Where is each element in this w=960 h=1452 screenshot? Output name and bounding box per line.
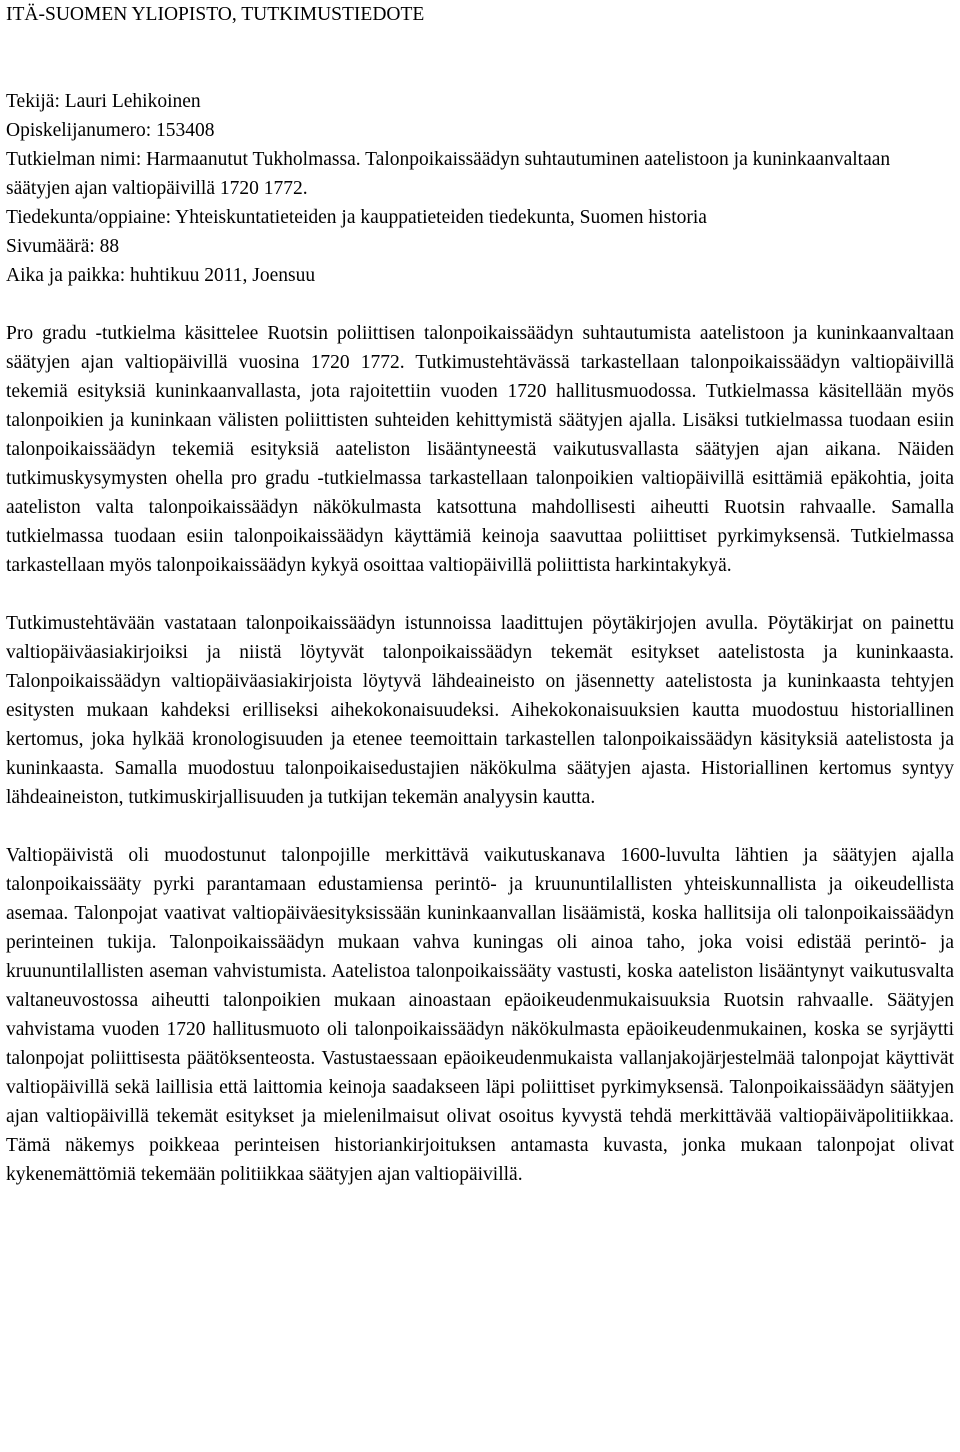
paragraph-spacer [6,812,954,841]
document-header: ITÄ-SUOMEN YLIOPISTO, TUTKIMUSTIEDOTE [6,4,425,25]
author-line: Tekijä: Lauri Lehikoinen [6,91,201,112]
pages-line: Sivumäärä: 88 [6,236,120,257]
abstract-body [6,319,954,1189]
document-page [6,0,954,1189]
thesis-title-line: Tutkielman nimi: Harmaanutut Tukholmassa. Talonpoikaissäädyn suhtautuminen aatelistoon ja kuninkaanvaltaan säätyjen ajan valtiopäivillä 1720 1772. [6,149,891,199]
abstract-paragraph-1: Pro gradu -tutkielma käsittelee Ruotsin poliittisen talonpoikaissäädyn suhtautumista aatelistoon ja kuninkaanvaltaan säätyjen ajan valtiopäivillä vuosina 1720 1772. Tutkimustehtävässä tarkastellaan talonpoikaissäädyn valtiopäivillä tekemiä esityksiä kuninkaanvallasta, jota rajoitettiin vuoden 1720 hallitusmuodossa. Tutkielmassa käsitellään myös talonpoikien ja kuninkaan välisten poliittisten suhteiden kehittymistä säätyjen ajalla. Lisäksi tutkielmassa tuodaan esiin talonpoikaissäädyn tekemiä esityksiä aateliston lisääntyneestä vaikutusvallasta säätyjen ajan aikana. Näiden tutkimuskysymysten ohella pro gradu -tutkielmassa tarkastellaan talonpoikien valtiopäivillä esittämiä epäkohtia, joita aateliston valta talonpoikaissäädyn näkökulmasta katsottuna mahdollisesti aiheutti Ruotsin rahvaalle. Samalla tutkielmassa tuodaan esiin talonpoikaissäädyn käyttämiä keinoja saavuttaa poliittiset pyrkimyksensä. Tutkielmassa tarkastellaan myös talonpoikaissäädyn kykyä osoittaa valtiopäivillä poliittista harkintakykyä. [6,323,954,576]
abstract-paragraph-3: Valtiopäivistä oli muodostunut talonpojille merkittävä vaikutuskanava 1600-luvulta lähtien ja säätyjen ajalla talonpoikaissääty pyrki parantamaan edustamiensa perintö- ja kruununtilallisten yhteiskunnallista ja oikeudellista asemaa. Talonpojat vaativat valtiopäiväesityksissään kuninkaanvallan lisäämistä, koska hallitsija oli talonpoikaissäädyn perinteinen tukija. Talonpoikaissäädyn mukaan vahva kuningas oli ainoa taho, joka voisi edistää perintö- ja kruununtilallisten aseman vahvistumista. Aatelistoa talonpoikaissääty vastusti, koska aateliston lisääntynyt vaikutusvalta valtaneuvostossa aiheutti talonpoikien mukaan ainoastaan epäoikeudenmukaisuuksia Ruotsin rahvaalle. Säätyjen vahvistama vuoden 1720 hallitusmuoto oli talonpoikaissäädyn näkökulmasta epäoikeudenmukainen, koska se syrjäytti talonpojat poliittisesta päätöksenteosta. Vastustaessaan epäoikeudenmukaista vallanjakojärjestelmää talonpojat käyttivät valtiopäivillä sekä laillisia että laittomia keinoja saadakseen läpi poliittiset pyrkimyksensä. Talonpoikaissäädyn säätyjen ajan valtiopäivillä tekemät esitykset ja mielenilmaisut olivat osoitus kyvystä tehdä merkittävää valtiopäiväpolitiikkaa. Tämä näkemys poikkeaa perinteisen historiankirjoituksen antamasta kuvasta, jonka mukaan talonpojat olivat kykenemättömiä tekemään politiikkaa säätyjen ajan valtiopäivillä. [6,845,954,1185]
student-number-line: Opiskelijanumero: 153408 [6,120,215,141]
metadata-block [6,87,954,290]
abstract-paragraph-2: Tutkimustehtävään vastataan talonpoikaissäädyn istunnoissa laadittujen pöytäkirjojen avulla. Pöytäkirjat on painettu valtiopäiväasiakirjoiksi ja niistä löytyvät talonpoikaissäädyn tekemät esitykset aatelistosta ja kuninkaasta. Talonpoikaissäädyn valtiopäiväasiakirjoista löytyvä lähdeaineisto on jäsennetty aatelistosta ja kuninkaasta tehtyjen esitysten mukaan kahdeksi erilliseksi aihekokonaisuudeksi. Aihekokonaisuuksien kautta muodostuu historiallinen kertomus, joka hylkää kronologisuuden ja etenee teemoittain tarkastellen talonpoikaissäädyn käsityksiä aatelistosta ja kuninkaasta. Samalla muodostuu talonpoikaisedustajien näkökulma säätyjen ajasta. Historiallinen kertomus syntyy lähdeaineiston, tutkimuskirjallisuuden ja tutkijan tekemän analyysin kautta. [6,613,954,808]
paragraph-spacer [6,580,954,609]
faculty-line: Tiedekunta/oppiaine: Yhteiskuntatieteiden ja kauppatieteiden tiedekunta, Suomen historia [6,207,707,228]
time-place-line: Aika ja paikka: huhtikuu 2011, Joensuu [6,265,316,286]
